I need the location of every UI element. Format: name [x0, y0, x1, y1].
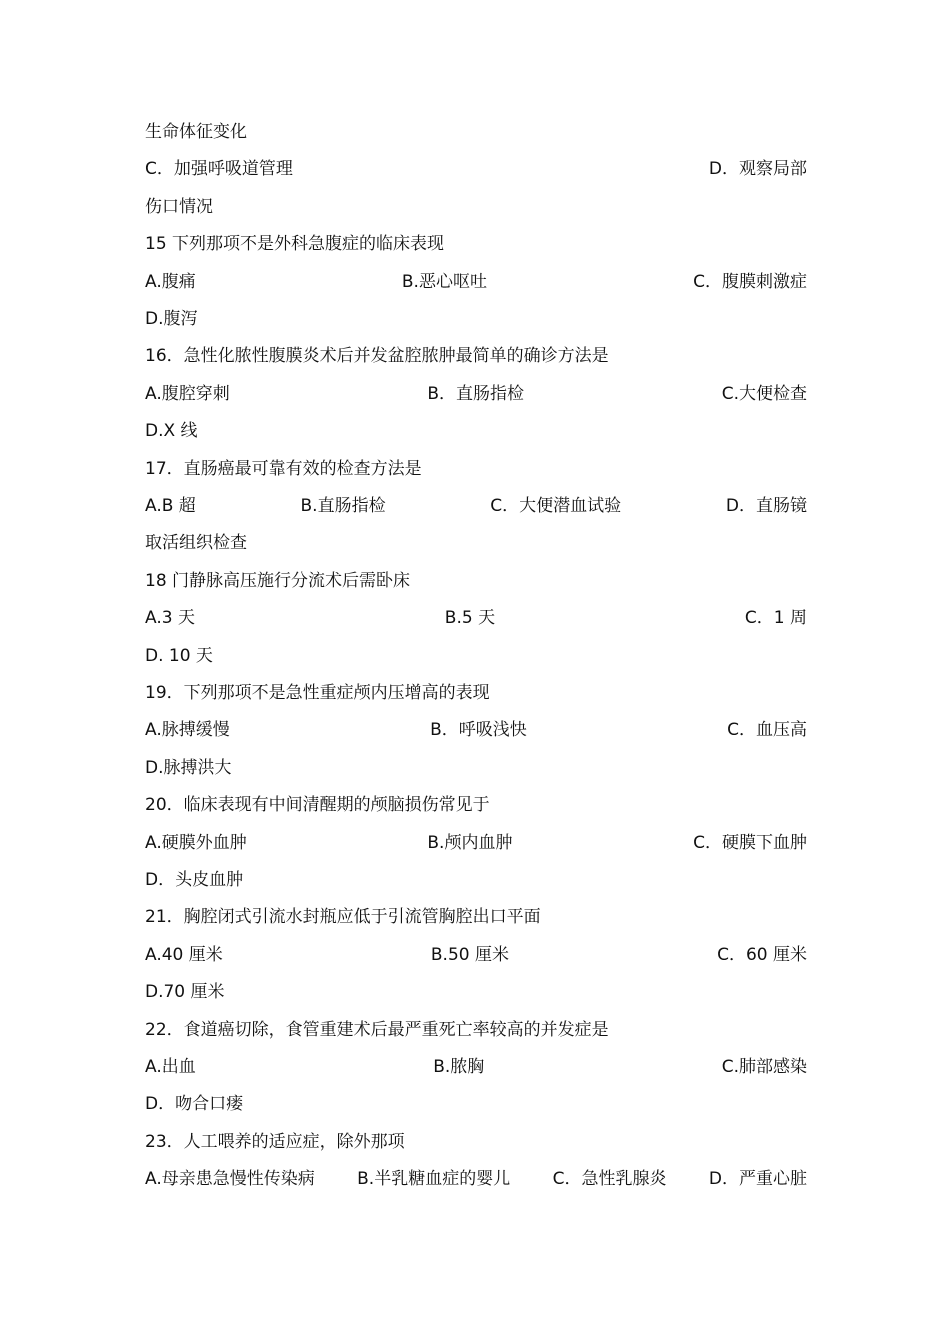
answer-options-row [145, 491, 807, 521]
text-line: D．头皮血肿 [145, 870, 244, 890]
answer-option: A.脉搏缓慢 [145, 720, 230, 741]
answer-option: C．60 厘米 [717, 944, 807, 965]
answer-options-row [145, 715, 807, 745]
text-line: D. 10 天 [145, 645, 213, 666]
answer-option: B.直肠指检 [300, 496, 386, 516]
text-line: D.脉搏洪大 [145, 757, 232, 778]
answer-option: A.40 厘米 [145, 944, 223, 965]
answer-option: C．血压高 [727, 720, 807, 741]
answer-option: C．腹膜刺激症 [693, 271, 807, 292]
answer-option: A.腹腔穿刺 [145, 383, 230, 404]
answer-options-row [145, 1052, 807, 1082]
text-line: D．吻合口瘘 [145, 1094, 244, 1115]
answer-options-row [145, 379, 807, 409]
text-line: 取活组织检查 [145, 533, 247, 554]
answer-option: A.B 超 [145, 496, 196, 516]
text-line: 22．食道癌切除，食管重建术后最严重死亡率较高的并发症是 [145, 1019, 609, 1040]
answer-option: C．硬膜下血肿 [693, 832, 807, 853]
answer-option: B.颅内血肿 [427, 832, 513, 853]
answer-option: D．直肠镜 [725, 496, 807, 516]
answer-option: D．观察局部 [708, 159, 807, 180]
text-line: 18 门静脉高压施行分流术后需卧床 [145, 570, 411, 591]
answer-option: C.大便检查 [721, 383, 807, 404]
answer-option: B.脓胸 [433, 1057, 485, 1077]
text-line: 23．人工喂养的适应症，除外那项 [145, 1131, 405, 1152]
text-line: 19．下列那项不是急性重症颅内压增高的表现 [145, 683, 490, 703]
text-line: 21．胸腔闭式引流水封瓶应低于引流管胸腔出口平面 [145, 907, 541, 928]
answer-option: C.肺部感染 [721, 1057, 807, 1077]
text-line: 生命体征变化 [145, 122, 247, 142]
answer-option: A.腹痛 [145, 271, 196, 292]
answer-option: B.5 天 [444, 608, 496, 629]
answer-option: B．直肠指检 [427, 383, 525, 404]
answer-option: D．严重心脏 [708, 1169, 807, 1190]
answer-option: C．加强呼吸道管理 [145, 159, 293, 180]
answer-options-row [145, 828, 807, 858]
answer-option: B.半乳糖血症的婴儿 [357, 1169, 511, 1190]
answer-option: A.母亲患急慢性传染病 [145, 1169, 315, 1190]
answer-option: A.3 天 [145, 608, 195, 629]
answer-option: B.50 厘米 [430, 944, 509, 965]
answer-option: C．1 周 [744, 608, 807, 629]
answer-option: C．大便潜血试验 [490, 496, 622, 516]
answer-options-row [145, 154, 807, 184]
text-line: D.X 线 [145, 421, 198, 442]
answer-option: A.硬膜外血肿 [145, 832, 247, 853]
answer-options-row [145, 267, 807, 297]
text-line: D.70 厘米 [145, 982, 225, 1003]
answer-option: A.出血 [145, 1057, 196, 1077]
text-line: 17．直肠癌最可靠有效的检查方法是 [145, 458, 422, 479]
answer-options-row [145, 940, 807, 970]
text-line: 20．临床表现有中间清醒期的颅脑损伤常见于 [145, 795, 490, 816]
text-line: 15 下列那项不是外科急腹症的临床表现 [145, 234, 445, 255]
answer-option: B.恶心呕吐 [401, 271, 487, 292]
text-line: D.腹泻 [145, 309, 198, 329]
text-line: 16．急性化脓性腹膜炎术后并发盆腔脓肿最简单的确诊方法是 [145, 346, 609, 367]
answer-options-row [145, 1164, 807, 1194]
text-line: 伤口情况 [145, 196, 213, 217]
answer-option: C．急性乳腺炎 [552, 1169, 667, 1190]
answer-option: B．呼吸浅快 [430, 720, 527, 741]
answer-options-row [145, 603, 807, 633]
